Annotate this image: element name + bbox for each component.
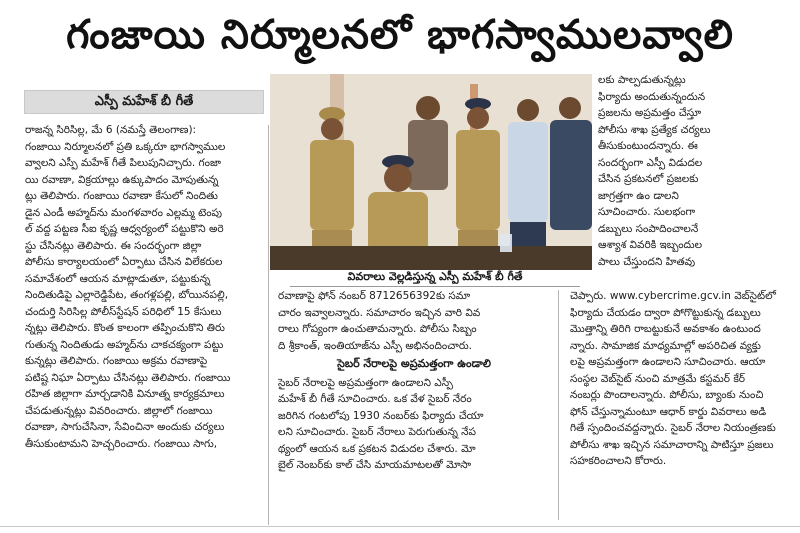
footer-line: [0, 526, 800, 527]
text-line: వ్వాలని ఎస్పీ మహేశ్ గీతే పిలుపునిచ్చారు. గంజా: [25, 157, 221, 169]
text-line: పోలీసు కార్యాలయంలో ఏర్పాటు చేసిన విలేకరుల: [25, 256, 223, 268]
text-line: రవాణా, సాగుచేసినా, సేవించినా అందుకు చర్యలు: [25, 421, 225, 433]
text-line: ట్లు తెలిపారు. గంజాయి రవాణా కేసులో నిందితు: [25, 190, 218, 202]
text-line: మహేశ్ బీ గీతే సూచించారు. ఒక వేళ సైబర్ నేరం: [278, 393, 472, 405]
text-line: ది శ్రీకాంత్, ఇంతియాజ్‌ను ఎస్పీ అభినందించారు.: [278, 339, 473, 352]
text-line: చేపడుతున్నట్లు వివరించారు. జిల్లాలో గంజాయి: [25, 404, 213, 417]
text-line: థ్యంలో ఆయన ఒక ప్రకటన విడుదల చేశారు. మో: [278, 442, 476, 455]
text-line: నంబర్లు పొందాలన్నారు. పోలీసు, బ్యాంకు నుంచి: [570, 389, 764, 401]
text-line: లని సూచించారు. సైబర్ నేరాలు పెరుగుతున్న నేప: [278, 426, 477, 438]
text-line: గుతున్న నిందితుడు అహ్మద్‌ను చాకచక్యంగా పట్టు: [25, 338, 224, 351]
text-line: ఫిర్యాదు అందుతున్నందున: [598, 90, 706, 103]
text-line: సహకరించాలని కోరారు.: [570, 455, 667, 467]
text-line: రహిత జిల్లాగా మార్చడానికి వినూత్న కార్యక్రమాలు: [25, 388, 225, 400]
text-line: చేసిన ప్రకటనలో ప్రజలకు: [598, 173, 699, 185]
text-line: న్నారు. సామాజిక మాధ్యమాల్లో అపరిచిత వ్యక్తు: [570, 339, 761, 352]
text-line: రవాణాపై ఫోన్ నంబర్ 8712656392కు సమా: [278, 290, 471, 302]
text-line: స్టు చేసినట్లు తెలిపారు. ఈ సందర్భంగా జిల్లా: [25, 239, 202, 252]
text-line: సైబర్ నేరాలపై అప్రమత్తంగా ఉండాలని ఎస్పీ: [278, 376, 453, 389]
text-line: డైన ఎండీ అహ్మద్‌ను మంగళవారం ఎల్లమ్మ టెంపు: [25, 206, 222, 219]
police-group-photo: [270, 74, 592, 270]
text-line: పటిష్ట నిఘా ఏర్పాటు చేసినట్లు తెలిపారు. గంజాయి: [25, 371, 231, 384]
text-line: లపై అప్రమత్తంగా ఉండాలని సూచించారు. ఆయా: [570, 356, 766, 368]
subheading: సైబర్ నేరాలపై అప్రమత్తంగా ఉండాలి: [337, 357, 491, 370]
text-line: సందర్భంగా ఎస్పీ విడుదల: [598, 156, 703, 169]
text-line: సంస్థల వెబ్‌సైట్ నుంచి మాత్రమే కస్టమర్ కేర్: [570, 372, 746, 385]
column-1: [25, 122, 265, 452]
text-line: సూచించారు. సులభంగా: [598, 206, 696, 218]
text-line: చందుర్తి సిరిసిల్ల పోలీస్‌స్టేషన్ పరిధిలో 15 కేసులు: [25, 305, 222, 318]
column-2: [278, 288, 550, 474]
text-line: పోలీసు శాఖ ప్రత్యేక చర్యలు: [598, 123, 711, 136]
text-line: ఆశ్యాశ వివరికి ఇబ్బందుల: [598, 239, 703, 251]
text-line: కున్నట్లు తెలిపారు. గంజాయి అక్రమ రవాణాపై: [25, 355, 208, 367]
text-line: ల్ వద్ద పట్టణ సీఐ కృష్ణ ఆధ్వర్యంలో పట్టుకొని అరె: [25, 223, 224, 235]
text-line: రాజన్న సిరిసిల్ల, మే 6 (నమస్తే తెలంగాణ):: [25, 124, 197, 136]
text-line: చెప్పారు. www.cybercrime.gcv.in వెబ్‌సైట్‌లో: [570, 290, 776, 302]
text-line: రాలు గోప్యంగా ఉంచుతామన్నారు. పోలీసు సిబ్బం: [278, 323, 477, 335]
text-line: గంజాయి నిర్మూలనలో ప్రతి ఒక్కరూ భాగస్వాముల: [25, 140, 226, 153]
text-line: ఫిర్యాదు చేయడం ద్వారా పోగొట్టుకున్న డబ్బులు: [570, 306, 761, 319]
text-line: డబ్బులు సంపాదించాలనే: [598, 222, 699, 235]
column-3: [570, 288, 782, 470]
text-line: ఫోన్ చేస్తున్నామంటూ ఆధార్ కార్డు వివరాలు అడి: [570, 405, 767, 418]
text-line: మొత్తాన్ని తిరిగి రాబట్టుకునే అవకాశం ఉంటుంద: [570, 323, 761, 335]
text-line: చారం ఇవ్వాలన్నారు. సమాచారం ఇచ్చిన వారి వివ: [278, 306, 481, 319]
man-light-shirt: [508, 99, 548, 270]
text-line: ప్రజలను అప్రమత్తం చేస్తూ: [598, 107, 702, 119]
text-line: జరిగిన గంటలోపు 1930 నంబర్‌కు ఫిర్యాదు చేయా: [278, 409, 484, 422]
column-4: [598, 72, 784, 270]
text-line: న్నట్లు తెలిపారు. కొంత కాలంగా తప్పించుకొని తిరు: [25, 322, 225, 334]
photo-caption: వివరాలు వెల్లడిస్తున్న ఎస్పీ మహేశ్ బీ గీతే: [290, 268, 580, 287]
text-line: పాలు చేస్తుందని హితవు: [598, 255, 696, 268]
text-line: లకు పాల్పడుతున్నట్లు: [598, 74, 686, 86]
text-line: తీసుకుంటుందన్నారు. ఈ: [598, 140, 698, 152]
headline: గంజాయి నిర్మూలనలో భాగస్వాములవ్వాలి: [66, 12, 734, 58]
text-line: యి రవాణా, విక్రయాల్లు ఉక్కుపాదం మోపుతున్న: [25, 173, 219, 186]
column-divider: [268, 125, 269, 525]
text-line: నిందితుడిపై ఎల్లారెడ్డిపేట, తంగళ్లపల్లి, బోయినపల్లి,: [25, 289, 229, 301]
news-photo: [270, 74, 592, 270]
text-line: తీసుకుంటామని హెచ్చరించారు. గంజాయి సాగు,: [25, 437, 218, 450]
text-line: పోలీసు శాఖ ఇచ్చిన సమాచారాన్ని పాటిస్తూ ప్రజలు: [570, 438, 774, 451]
text-line: సమావేశంలో ఆయన మాట్లాడుతూ, పట్టుకున్న: [25, 272, 211, 285]
text-line: జాగ్రత్తగా ఉం డాలని: [598, 189, 679, 202]
byline: ఎస్పీ మహేశ్ బీ గీతే: [24, 90, 264, 114]
text-line: గితే స్పందించవద్దన్నారు. సైబర్ నేరాల నియంత్రణకు: [570, 422, 776, 434]
column-divider: [558, 290, 559, 520]
text-line: బైల్ నెంబర్‌కు కాల్ చేసి మాయమాటలతో మోసా: [278, 459, 472, 471]
